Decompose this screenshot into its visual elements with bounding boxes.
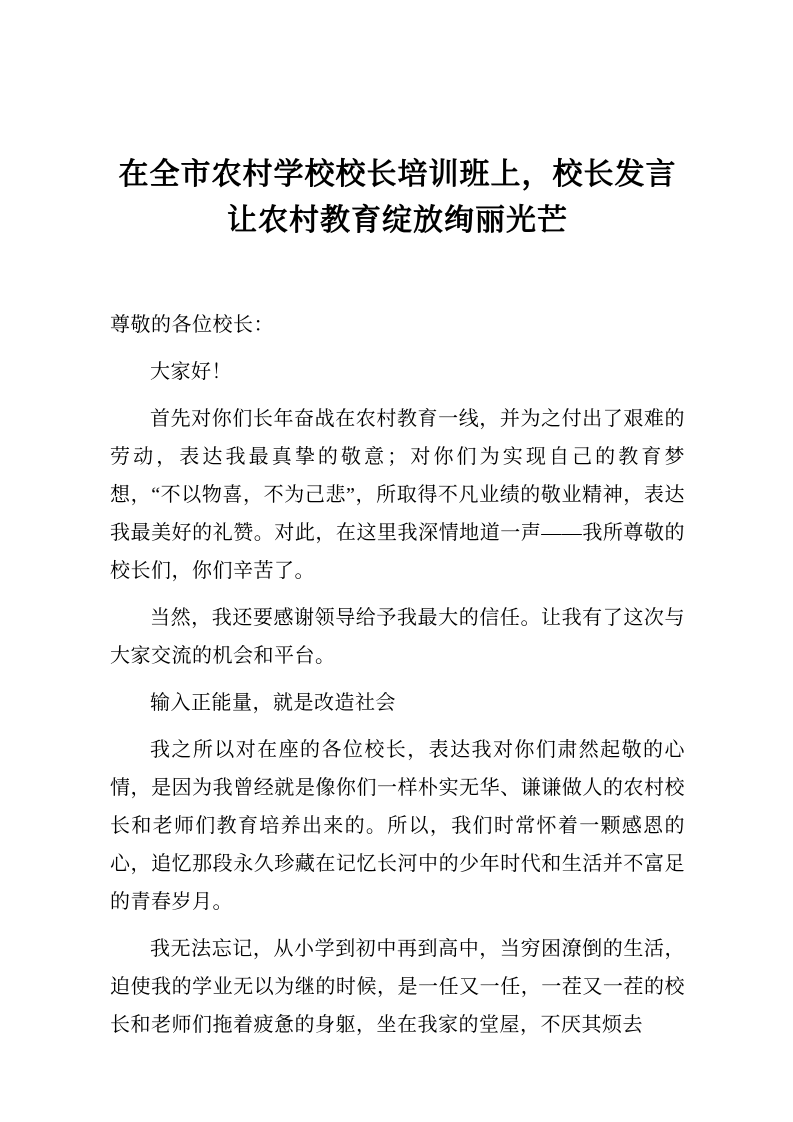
- paragraph: 输入正能量，就是改造社会: [150, 692, 396, 714]
- paragraph: 当然，我还要感谢领导给予我最大的信任。让我有了这次与大家交流的机会和平台。: [110, 607, 685, 667]
- paragraph: 大家好！: [150, 361, 232, 383]
- document-body: [110, 306, 685, 1044]
- document-title: [110, 152, 685, 244]
- title-line-2: 让农村教育绽放绚丽光芒: [227, 204, 568, 237]
- paragraph: 我无法忘记，从小学到初中再到高中，当穷困潦倒的生活，迫使我的学业无以为继的时候，是一任又一任，一茬又一茬的校长和老师们拖着疲惫的身躯，坐在我家的堂屋，不厌其烦去: [110, 938, 685, 1036]
- paragraph: 首先对你们长年奋战在农村教育一线，并为之付出了艰难的劳动，表达我最真挚的敬意；对你们为实现自己的教育梦想，“不以物喜，不为己悲”，所取得不凡业绩的敬业精神，表达我最美好的礼赞。对此，在这里我深情地道一声——我所尊敬的校长们，你们辛苦了。: [110, 408, 685, 582]
- paragraph: 我之所以对在座的各位校长，表达我对你们肃然起敬的心情，是因为我曾经就是像你们一样朴实无华、谦谦做人的农村校长和老师们教育培养出来的。所以，我们时常怀着一颗感恩的心，追忆那段永久珍藏在记忆长河中的少年时代和生活并不富足的青春岁月。: [110, 739, 685, 913]
- title-line-1: 在全市农村学校校长培训班上，校长发言: [118, 158, 677, 191]
- paragraph: 尊敬的各位校长：: [110, 314, 274, 336]
